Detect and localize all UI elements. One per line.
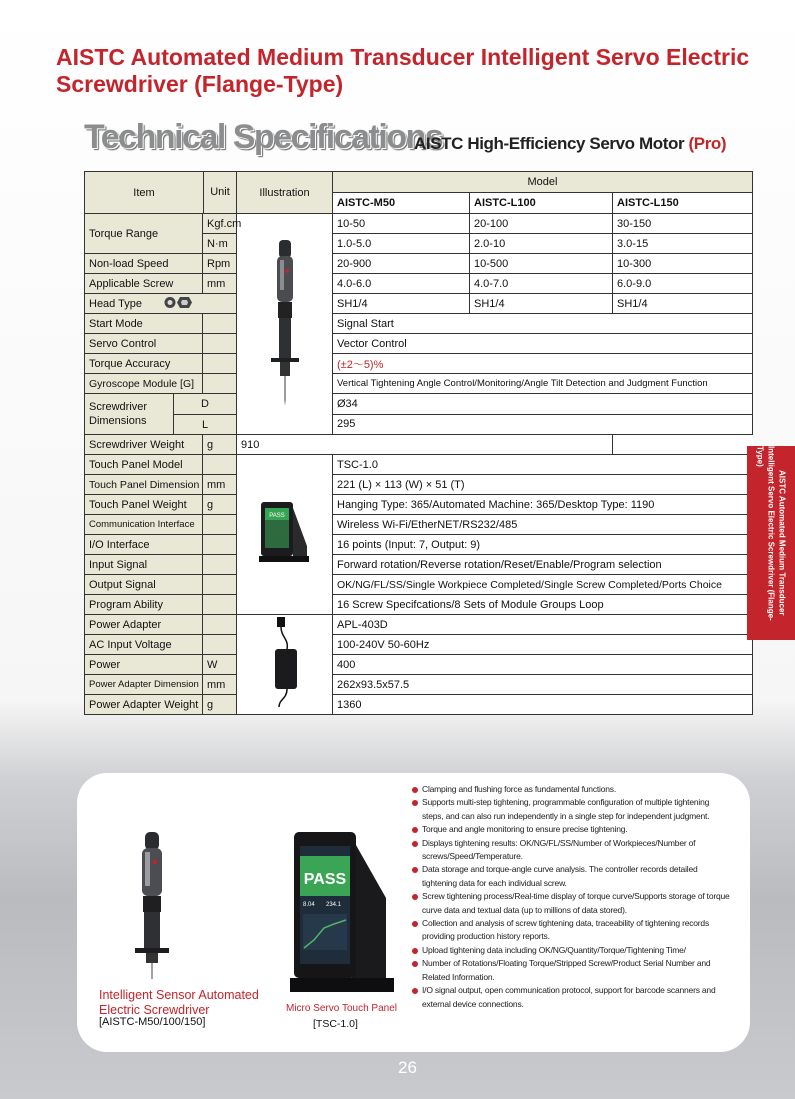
cell: 262x93.5x57.5 (333, 675, 753, 695)
row-label: Output Signal (85, 575, 203, 595)
cell: 10-500 (470, 254, 613, 274)
bullet-icon (412, 841, 418, 847)
header-item (85, 172, 237, 214)
row-label: Touch Panel Weight (85, 495, 203, 515)
row-unit-empty (203, 334, 237, 354)
row-unit: g (203, 695, 237, 715)
cell: 10-300 (613, 254, 753, 274)
cell: APL-403D (333, 615, 753, 635)
side-section-tab (747, 446, 795, 640)
panel-readout: 234.1 (326, 902, 342, 908)
row-label: Applicable Screw (85, 274, 203, 294)
cell: Wireless Wi-Fi/EtherNET/RS232/485 (333, 515, 753, 535)
cell: Hanging Type: 365/Automated Machine: 365/Desktop Type: 1190 (333, 495, 753, 515)
cell: 4.0-6.0 (333, 274, 470, 294)
cell: 6.0-9.0 (613, 274, 753, 294)
dim-d-label: D (174, 394, 236, 415)
feature-item (412, 890, 730, 917)
row-unit-empty (203, 615, 237, 635)
spec-subheading (414, 134, 726, 154)
cell: SH1/4 (470, 294, 613, 314)
touch-panel-illustration-cell (237, 455, 333, 615)
power-adapter-image (265, 615, 305, 711)
header-model: Model (333, 172, 753, 193)
cell: 221 (L) × 113 (W) × 51 (T) (333, 475, 753, 495)
feature-item (412, 783, 730, 796)
row-unit-empty (203, 535, 237, 555)
screwdriver-caption: Intelligent Sensor Automated Electric Screwdriver (99, 988, 259, 1017)
row-unit-empty (203, 515, 237, 535)
feature-item (412, 957, 730, 984)
cell: 20-100 (470, 214, 613, 234)
side-tab-line: Intelligent Servo Electric Screwdriver (Flange-Type) (755, 446, 776, 621)
cell: 30-150 (613, 214, 753, 234)
row-label: Power Adapter Weight (85, 695, 203, 715)
spec-heading-block (84, 118, 744, 162)
cell: 910 (237, 435, 613, 455)
row-label: Torque Accuracy (85, 354, 203, 374)
row-unit-empty (203, 575, 237, 595)
cell: SH1/4 (613, 294, 753, 314)
row-label-head-type (85, 294, 237, 314)
bullet-icon (412, 787, 418, 793)
feature-item (412, 863, 730, 890)
feature-item (412, 944, 730, 957)
row-unit-empty (203, 374, 237, 394)
row-label: Screwdriver Dimensions (89, 401, 148, 427)
cell: 400 (333, 655, 753, 675)
cell: (±2～5)% (333, 354, 753, 374)
feature-text: Displays tightening results: OK/NG/FL/SS/Number of Workpieces/Number of screws/Speed/Temperature. (422, 837, 696, 862)
feature-text: Torque and angle monitoring to ensure precise tightening. (422, 824, 628, 835)
row-unit: mm (203, 475, 237, 495)
row-label: Power (85, 655, 203, 675)
row-label: Power Adapter Dimension (85, 675, 203, 695)
spec-pro-label: (Pro) (688, 134, 727, 153)
row-unit-empty (203, 635, 237, 655)
feature-item (412, 984, 730, 1011)
cell: 4.0-7.0 (470, 274, 613, 294)
bullet-icon (412, 921, 418, 927)
row-label: AC Input Voltage (85, 635, 203, 655)
screwdriver-photo (127, 830, 177, 982)
row-unit: g (203, 435, 237, 455)
row-unit-empty (203, 555, 237, 575)
row-unit-empty (203, 314, 237, 334)
row-label: I/O Interface (85, 535, 203, 555)
feature-text: Supports multi-step tightening, programmable configuration of multiple tightening steps, and can also run independently in a single step for independent judgment. (422, 797, 710, 821)
cell: Signal Start (333, 314, 753, 334)
row-unit: mm (203, 675, 237, 695)
feature-text: Number of Rotations/Floating Torque/Stripped Screw/Product Serial Number and Related Information. (422, 958, 711, 982)
row-unit: mm (203, 274, 237, 294)
feature-item (412, 917, 730, 944)
cell: 1360 (333, 695, 753, 715)
row-label: Input Signal (85, 555, 203, 575)
row-label: Non-load Speed (85, 254, 203, 274)
cell: 2.0-10 (470, 234, 613, 254)
bullet-icon (412, 988, 418, 994)
feature-text: I/O signal output, open communication protocol, support for barcode scanners and external device connections. (422, 985, 716, 1009)
bullet-icon (412, 800, 418, 806)
power-adapter-illustration-cell (237, 615, 333, 715)
feature-item (412, 837, 730, 864)
cell: 100-240V 50-60Hz (333, 635, 753, 655)
feature-text: Data storage and torque-angle curve analysis. The controller records detailed tightening data for each individual screw. (422, 864, 698, 888)
svg-text:PASS: PASS (268, 513, 285, 519)
spec-table (84, 171, 753, 715)
row-label: Program Ability (85, 595, 203, 615)
cell: Ø34 (333, 394, 753, 415)
screwdriver-illustration-cell (237, 214, 333, 435)
row-label: Communication Interface (85, 515, 203, 535)
side-tab-line: AISTC Automated Medium Transducer (777, 470, 787, 616)
feature-text: Screw tightening process/Real-time display of torque curve/Supports storage of torque curve data and textual data (up to millions of data stored). (422, 891, 730, 915)
row-label: Start Mode (85, 314, 203, 334)
bullet-icon (412, 867, 418, 873)
cell: 16 points (Input: 7, Output: 9) (333, 535, 753, 555)
bullet-icon (412, 948, 418, 954)
row-label: Power Adapter (85, 615, 203, 635)
spec-subheading-text: AISTC High-Efficiency Servo Motor (414, 134, 685, 153)
row-label: Gyroscope Module [G] (85, 374, 203, 394)
cell: Vertical Tightening Angle Control/Monitoring/Angle Tilt Detection and Judgment Function (333, 374, 753, 394)
feature-list (412, 783, 730, 1011)
cell: OK/NG/FL/SS/Single Workpiece Completed/Single Screw Completed/Ports Choice (333, 575, 753, 595)
row-unit-empty (203, 595, 237, 615)
row-label: Torque Range (85, 214, 203, 254)
row-label: Screwdriver Weight (85, 435, 203, 455)
bullet-icon (412, 894, 418, 900)
row-label: Touch Panel Model (85, 455, 203, 475)
cell: TSC-1.0 (333, 455, 753, 475)
cell: 295 (333, 414, 753, 435)
screwdriver-model-caption: [AISTC-M50/100/150] (99, 1016, 206, 1028)
spec-heading: Technical Specifications (84, 118, 443, 156)
row-unit-empty (203, 455, 237, 475)
screwdriver-image (265, 238, 305, 408)
feature-text: Upload tightening data including OK/NG/Quantity/Torque/Tightening Time/ (422, 944, 686, 955)
cell: 3.0-15 (613, 234, 753, 254)
dim-l-label: L (201, 419, 209, 431)
touch-panel-caption: Micro Servo Touch Panel (286, 1003, 397, 1014)
feature-item (412, 823, 730, 836)
touch-panel-image (257, 498, 313, 568)
header-unit-label: Unit (203, 172, 236, 213)
model-name: AISTC-M50 (333, 193, 470, 214)
row-label: Touch Panel Dimension (85, 475, 203, 495)
cell: Vector Control (333, 334, 753, 354)
row-unit: g (203, 495, 237, 515)
bullet-icon (412, 827, 418, 833)
feature-text: Collection and analysis of screw tightening data, traceability of tightening records providing production history reports. (422, 918, 710, 942)
row-unit-empty (203, 354, 237, 374)
panel-readout: 8.04 (303, 902, 315, 908)
head-type-icon (163, 296, 193, 312)
panel-pass-text: PASS (303, 871, 347, 888)
page-title: AISTC Automated Medium Transducer Intelligent Servo Electric Screwdriver (Flange-Type) (56, 44, 750, 97)
header-illustration: Illustration (237, 172, 333, 214)
row-label-dimensions (85, 394, 237, 435)
cell: 20-900 (333, 254, 470, 274)
feature-text: Clamping and flushing force as fundamental functions. (422, 784, 616, 794)
row-unit: Rpm (203, 254, 237, 274)
cell: 10-50 (333, 214, 470, 234)
header-item-label: Item (133, 186, 155, 199)
feature-item (412, 796, 730, 823)
model-name: AISTC-L150 (613, 193, 753, 214)
bullet-icon (412, 961, 418, 967)
row-unit: W (203, 655, 237, 675)
cell: SH1/4 (333, 294, 470, 314)
row-label: Head Type (89, 297, 143, 310)
cell: 16 Screw Specifcations/8 Sets of Module Groups Loop (333, 595, 753, 615)
cell: Forward rotation/Reverse rotation/Reset/Enable/Program selection (333, 555, 753, 575)
model-name: AISTC-L100 (470, 193, 613, 214)
touch-panel-photo (290, 828, 400, 996)
row-unit: Kgf.cm (203, 214, 237, 234)
row-label: Servo Control (85, 334, 203, 354)
page-number: 26 (398, 1058, 417, 1077)
row-unit: N·m (203, 234, 237, 254)
touch-panel-model-caption: [TSC-1.0] (313, 1018, 358, 1030)
cell: 1.0-5.0 (333, 234, 470, 254)
